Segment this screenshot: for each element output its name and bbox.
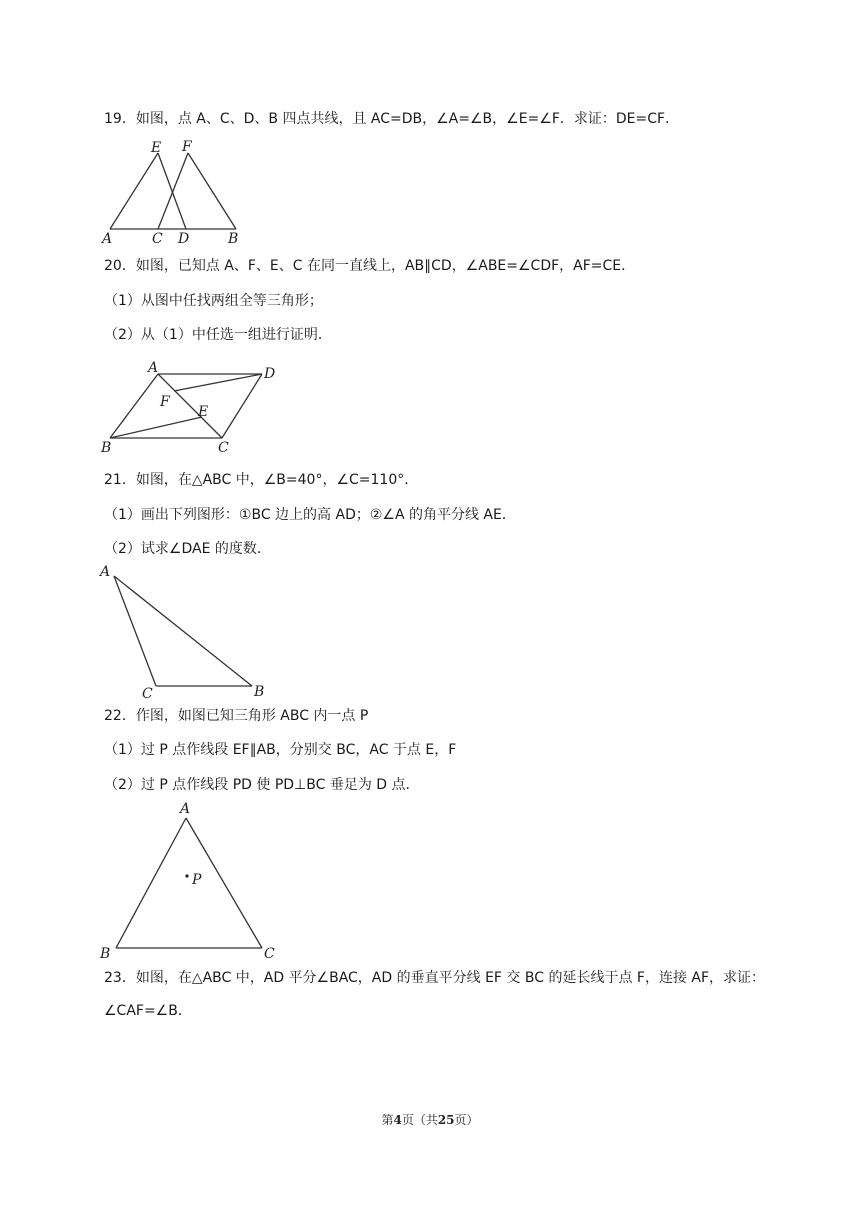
q20-segment-DF — [174, 374, 262, 391]
q21-text: 21．如图，在△ABC 中，∠B=40°，∠C=110°． — [104, 472, 419, 488]
footer-suffix: 页） — [454, 1113, 479, 1127]
q22-label-C: C — [264, 946, 275, 962]
q19-segment-FB — [188, 153, 236, 229]
q20-label-C: C — [218, 440, 229, 456]
q20-segment-DC — [222, 374, 262, 438]
q20-label-D: D — [264, 366, 276, 382]
q22-segment-AB — [116, 818, 186, 948]
q19-segment-AE — [110, 153, 158, 229]
q20-sub1: （1）从图中任找两组全等三角形； — [104, 293, 323, 309]
q23-line1: 23．如图，在△ABC 中，AD 平分∠BAC，AD 的垂直平分线 EF 交 BC 的延长线于点 F，连接 AF，求证： — [104, 970, 766, 986]
q21-label-A: A — [100, 564, 111, 580]
q22-point-P — [185, 874, 188, 877]
page-footer — [0, 1111, 860, 1128]
q22-text: 22．作图，如图已知三角形 ABC 内一点 P — [104, 708, 369, 724]
q20-label-B: B — [101, 440, 112, 456]
footer-mid: 页（共 — [401, 1113, 438, 1127]
footer-page-number: 4 — [393, 1113, 402, 1127]
q20-label-F: F — [160, 394, 170, 410]
q20-text: 20．如图，已知点 A、F、E、C 在同一直线上，AB∥CD，∠ABE=∠CDF，AF=CE． — [104, 258, 636, 274]
footer-prefix: 第 — [381, 1113, 394, 1127]
q20-label-E: E — [198, 404, 209, 420]
q19-figure — [98, 138, 248, 248]
q19-label-A: A — [102, 231, 113, 247]
q22-sub2: （2）过 P 点作线段 PD 使 PD⊥BC 垂足为 D 点． — [104, 777, 420, 793]
q21-label-C: C — [142, 686, 153, 702]
q19-label-E: E — [151, 140, 162, 156]
q22-figure — [98, 798, 288, 964]
q22-label-P: P — [192, 872, 202, 888]
q21-label-B: B — [254, 684, 265, 700]
q21-sub1: （1）画出下列图形：①BC 边上的高 AD；②∠A 的角平分线 AE． — [104, 507, 516, 523]
q23-line2: ∠CAF=∠B． — [104, 1003, 192, 1019]
q19-label-F: F — [182, 139, 192, 155]
q22-label-A: A — [180, 801, 191, 817]
q21-sub2: （2）试求∠DAE 的度数． — [104, 541, 271, 557]
q21-figure — [98, 562, 278, 702]
q20-figure — [98, 358, 288, 458]
q20-label-A: A — [148, 360, 159, 376]
q22-label-B: B — [100, 946, 111, 962]
q19-label-B: B — [228, 231, 239, 247]
footer-total-pages: 25 — [437, 1113, 455, 1127]
q19-label-D: D — [178, 231, 190, 247]
q19-label-C: C — [152, 231, 163, 247]
q20-sub2: （2）从（1）中任选一组进行证明． — [104, 327, 332, 343]
q22-sub1: （1）过 P 点作线段 EF∥AB，分别交 BC，AC 于点 E，F — [104, 742, 457, 758]
q19-text: 19．如图，点 A、C、D、B 四点共线，且 AC=DB，∠A=∠B，∠E=∠F．求证：DE=CF． — [104, 111, 680, 127]
